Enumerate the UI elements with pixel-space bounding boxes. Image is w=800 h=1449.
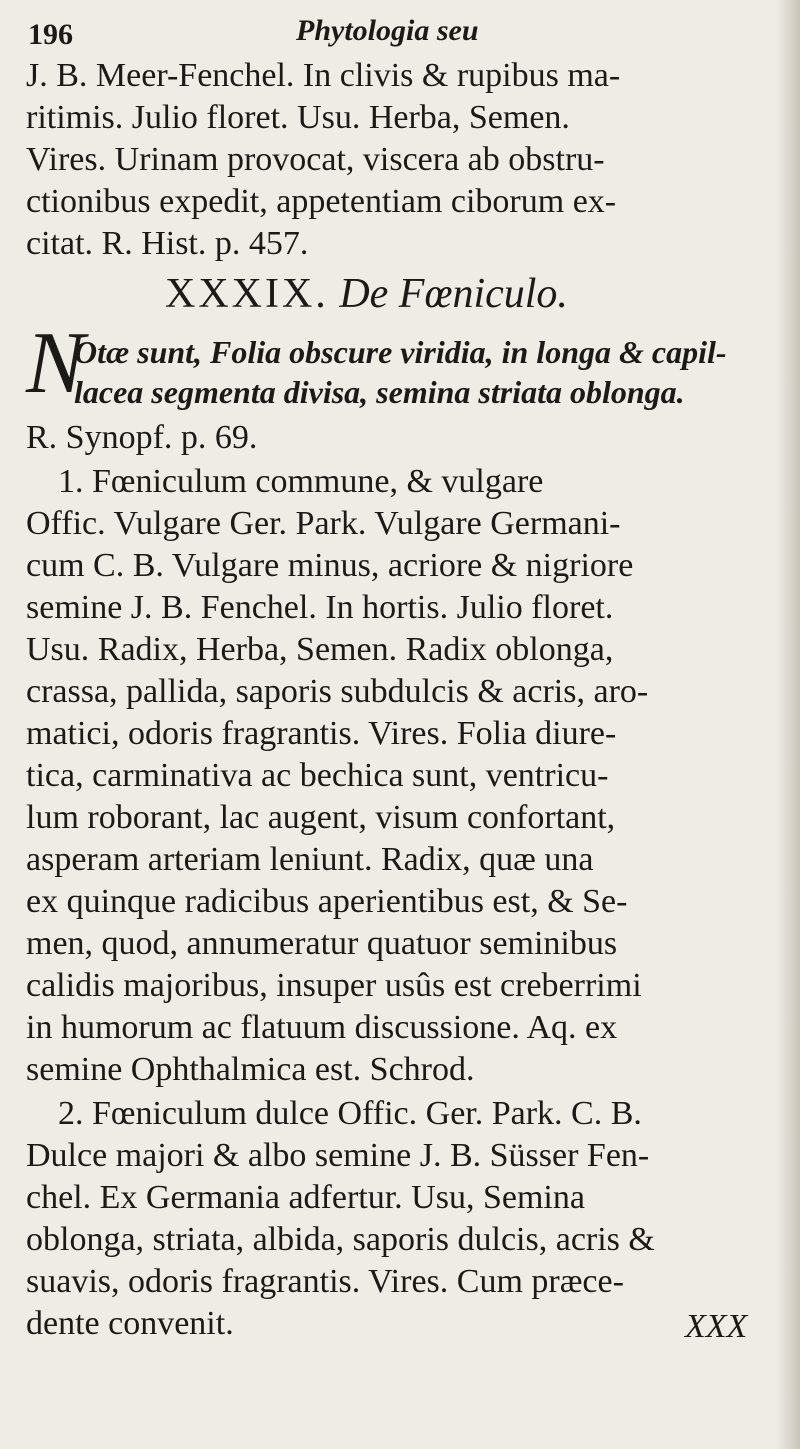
note-line: Otæ sunt, Folia obscure viridia, in longa & capil- [74,334,727,370]
section-number: XXXIX. [165,271,329,317]
catchword: XXX [685,1308,748,1345]
text-line: men, quod, annumeratur quatuor seminibus [26,925,618,962]
text-line: citat. R. Hist. p. 457. [26,225,309,262]
text-line: Dulce majori & albo semine J. B. Süsser Fen- [26,1137,650,1174]
text-line: Usu. Radix, Herba, Semen. Radix oblonga, [26,631,614,668]
text-line: ctionibus expedit, appetentiam ciborum ex- [26,183,617,220]
note-line: lacea segmenta divisa, semina striata oblonga. [74,374,685,410]
text-line: tica, carminativa ac bechica sunt, ventricu- [26,757,609,794]
page-edge [776,0,800,1449]
text-line: semine J. B. Fenchel. In hortis. Julio floret. [26,589,614,626]
text-line: ex quinque radicibus aperientibus est, & Se- [26,883,628,920]
text-line: asperam arteriam leniunt. Radix, quæ una [26,841,594,878]
section-title: De Fœniculo. [339,271,568,317]
text-line: semine Ophthalmica est. Schrod. [26,1051,475,1088]
text-line: dente convenit. [26,1305,234,1342]
page-header [28,6,768,56]
text-line: J. B. Meer-Fenchel. In clivis & rupibus ma- [26,57,621,94]
text-line: ritimis. Julio floret. Usu. Herba, Semen. [26,99,570,136]
text-line: suavis, odoris fragrantis. Vires. Cum præce- [26,1263,624,1300]
text-line: calidis majoribus, insuper usûs est creberrimi [26,967,642,1004]
text-line: matici, odoris fragrantis. Vires. Folia diure- [26,715,617,752]
text-line: R. Synopf. p. 69. [26,419,258,456]
text-line: in humorum ac flatuum discussione. Aq. ex [26,1009,618,1046]
page-number: 196 [28,18,73,51]
text-line: oblonga, striata, albida, saporis dulcis, acris & [26,1221,655,1258]
text-line: crassa, pallida, saporis subdulcis & acris, aro- [26,673,649,710]
text-line: Vires. Urinam provocat, viscera ab obstru- [26,141,605,178]
text-line: 2. Fœniculum dulce Offic. Ger. Park. C. B. [58,1095,642,1132]
text-line: cum C. B. Vulgare minus, acriore & nigriore [26,547,634,584]
text-line: 1. Fœniculum commune, & vulgare [58,463,544,500]
running-head: Phytologia seu [296,14,479,47]
section-heading [165,270,568,318]
text-line: Offic. Vulgare Ger. Park. Vulgare Germani- [26,505,621,542]
text-line: lum roborant, lac augent, visum confortant, [26,799,616,836]
drop-cap: N [26,315,85,412]
text-line: chel. Ex Germania adfertur. Usu, Semina [26,1179,585,1216]
